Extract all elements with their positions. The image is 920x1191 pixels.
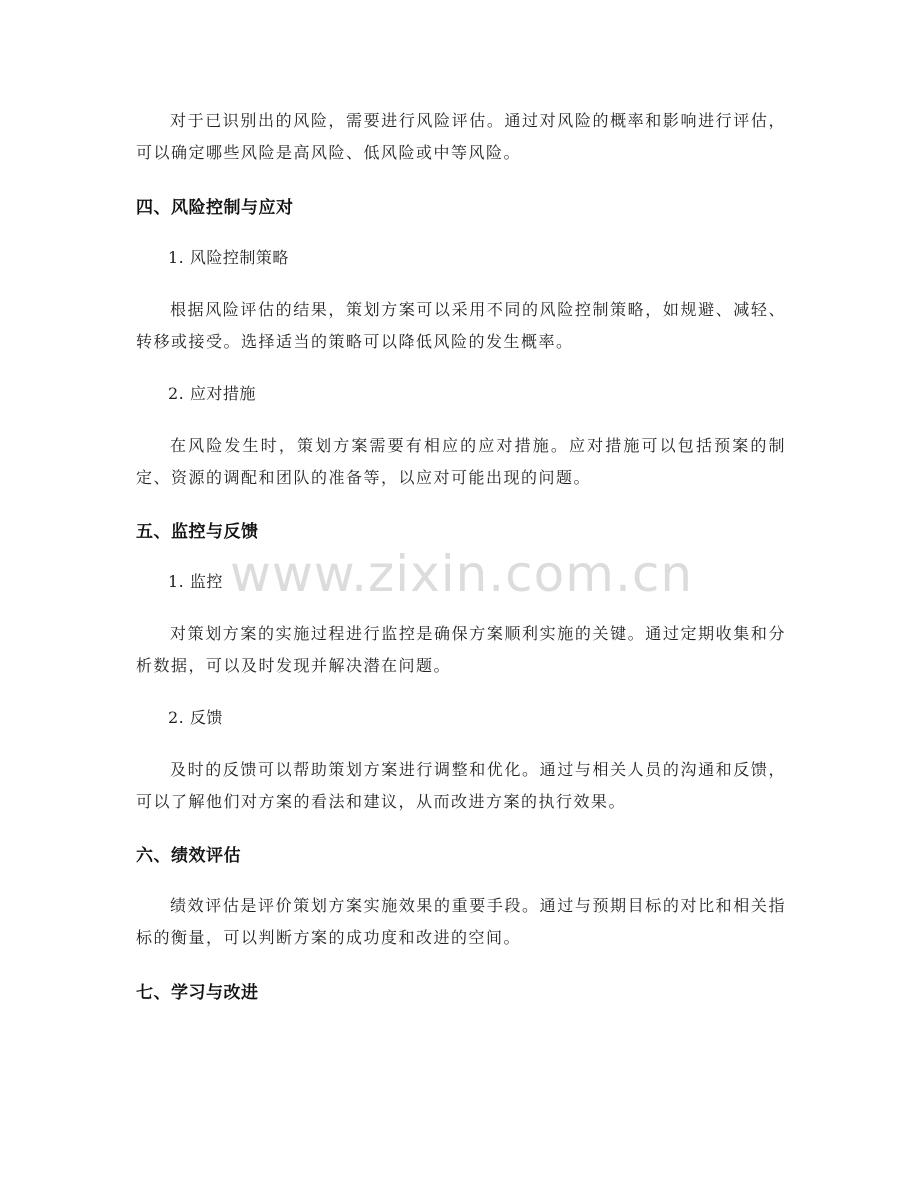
monitoring-paragraph [136,618,786,682]
performance-evaluation-paragraph [136,890,786,954]
subheading-text: 1. 监控 [168,572,223,591]
section-heading-5 [136,520,786,544]
risk-evaluation-paragraph [136,105,786,169]
paragraph-text: 对于已识别出的风险，需要进行风险评估。通过对风险的概率和影响进行评估，可以确定哪些风险是高风险、低风险或中等风险。 [136,111,786,162]
heading-text: 四、风险控制与应对 [136,198,294,218]
feedback-paragraph [136,754,786,818]
subheading-monitoring [136,570,786,594]
subheading-text: 1. 风险控制策略 [168,248,289,267]
watermark: www.zixin.com.cn [230,545,694,603]
paragraph-text: 绩效评估是评价策划方案实施效果的重要手段。通过与预期目标的对比和相关指标的衡量，可以判断方案的成功度和改进的空间。 [136,896,786,947]
subheading-feedback [136,706,786,730]
paragraph-text: 根据风险评估的结果，策划方案可以采用不同的风险控制策略，如规避、减轻、转移或接受。选择适当的策略可以降低风险的发生概率。 [136,300,786,351]
subheading-text: 2. 反馈 [168,708,223,727]
paragraph-text: 对策划方案的实施过程进行监控是确保方案顺利实施的关键。通过定期收集和分析数据，可以及时发现并解决潜在问题。 [136,624,786,675]
subheading-response-measures [136,382,786,406]
heading-text: 五、监控与反馈 [136,522,259,542]
paragraph-text: 在风险发生时，策划方案需要有相应的应对措施。应对措施可以包括预案的制定、资源的调配和团队的准备等，以应对可能出现的问题。 [136,436,786,487]
heading-text: 七、学习与改进 [136,983,259,1003]
risk-control-strategy-paragraph [136,294,786,358]
response-measures-paragraph [136,430,786,494]
section-heading-6 [136,844,786,868]
paragraph-text: 及时的反馈可以帮助策划方案进行调整和优化。通过与相关人员的沟通和反馈，可以了解他们对方案的看法和建议，从而改进方案的执行效果。 [136,760,786,811]
subheading-text: 2. 应对措施 [168,384,256,403]
subheading-risk-control-strategy [136,246,786,270]
section-heading-4 [136,196,786,220]
section-heading-7 [136,981,786,1005]
heading-text: 六、绩效评估 [136,846,241,866]
